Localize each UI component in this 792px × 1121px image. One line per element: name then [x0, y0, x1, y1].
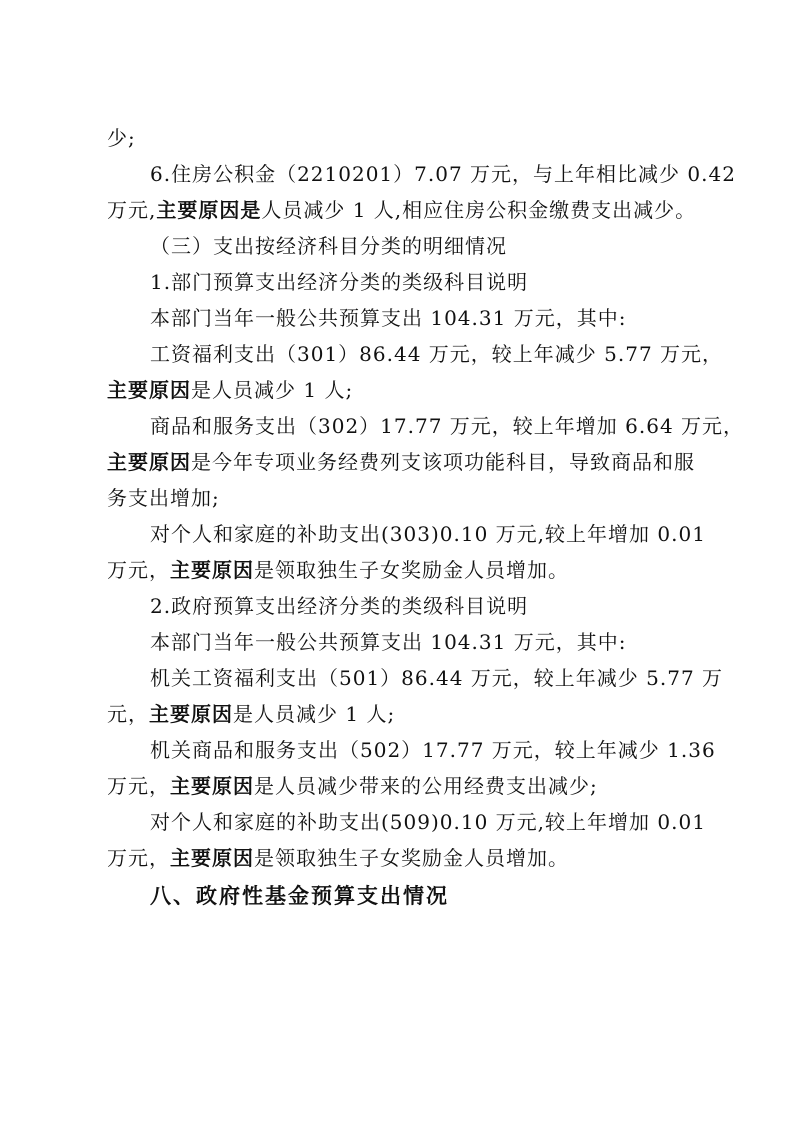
text-line: [107, 557, 697, 583]
text-line: 工资福利支出（301）86.44 万元，较上年减少 5.77 万元，: [150, 342, 724, 366]
text-line: 务支出增加;: [107, 486, 220, 510]
section-subheading: （三）支出按经济科目分类的明细情况: [150, 234, 507, 258]
text-line: [107, 449, 697, 475]
text-line: 商品和服务支出（302）17.77 万元，较上年增加 6.64 万元，: [150, 414, 745, 438]
text-line: 对个人和家庭的补助支出(509)0.10 万元,较上年增加 0.01: [150, 810, 706, 834]
text-run: 人员减少 1 人,相应住房公积金缴费支出减少。: [261, 198, 697, 222]
text-line: 2.政府预算支出经济分类的类级科目说明: [150, 594, 529, 618]
text-line: [107, 701, 697, 727]
text-line: 机关商品和服务支出（502）17.77 万元，较上年减少 1.36: [150, 738, 716, 762]
section-heading: 八、政府性基金预算支出情况: [150, 884, 449, 908]
text-run: 万元，: [107, 846, 170, 870]
text-run: 是人员减少 1 人;: [233, 702, 396, 726]
emphasis-text: 主要原因: [170, 846, 254, 870]
text-line: 机关工资福利支出（501）86.44 万元，较上年减少 5.77 万: [150, 666, 724, 690]
text-line: [107, 773, 697, 799]
emphasis-text: 主要原因: [107, 450, 191, 474]
text-line: 6.住房公积金（2210201）7.07 万元，与上年相比减少 0.42: [150, 162, 736, 186]
emphasis-text: 主要原因是: [156, 198, 262, 222]
text-line: 对个人和家庭的补助支出(303)0.10 万元,较上年增加 0.01: [150, 522, 706, 546]
emphasis-text: 主要原因: [170, 774, 254, 798]
text-line: 1.部门预算支出经济分类的类级科目说明: [150, 270, 529, 294]
emphasis-text: 主要原因: [149, 702, 233, 726]
text-line: 本部门当年一般公共预算支出 104.31 万元，其中:: [150, 630, 627, 654]
text-line: [107, 377, 697, 403]
text-line: 本部门当年一般公共预算支出 104.31 万元，其中:: [150, 306, 627, 330]
text-run: 是领取独生子女奖励金人员增加。: [254, 558, 569, 582]
text-line: [107, 845, 697, 871]
text-run: 是人员减少带来的公用经费支出减少;: [254, 774, 598, 798]
text-run: 万元,: [107, 198, 157, 222]
text-line: 少;: [107, 126, 136, 150]
text-run: 是领取独生子女奖励金人员增加。: [254, 846, 569, 870]
text-run: 元，: [107, 702, 149, 726]
text-run: 万元，: [107, 558, 170, 582]
emphasis-text: 主要原因: [170, 558, 254, 582]
emphasis-text: 主要原因: [107, 378, 191, 402]
text-run: 是今年专项业务经费列支该项功能科目，导致商品和服: [191, 450, 695, 474]
text-run: 万元，: [107, 774, 170, 798]
text-line: [107, 197, 697, 223]
text-run: 是人员减少 1 人;: [191, 378, 354, 402]
